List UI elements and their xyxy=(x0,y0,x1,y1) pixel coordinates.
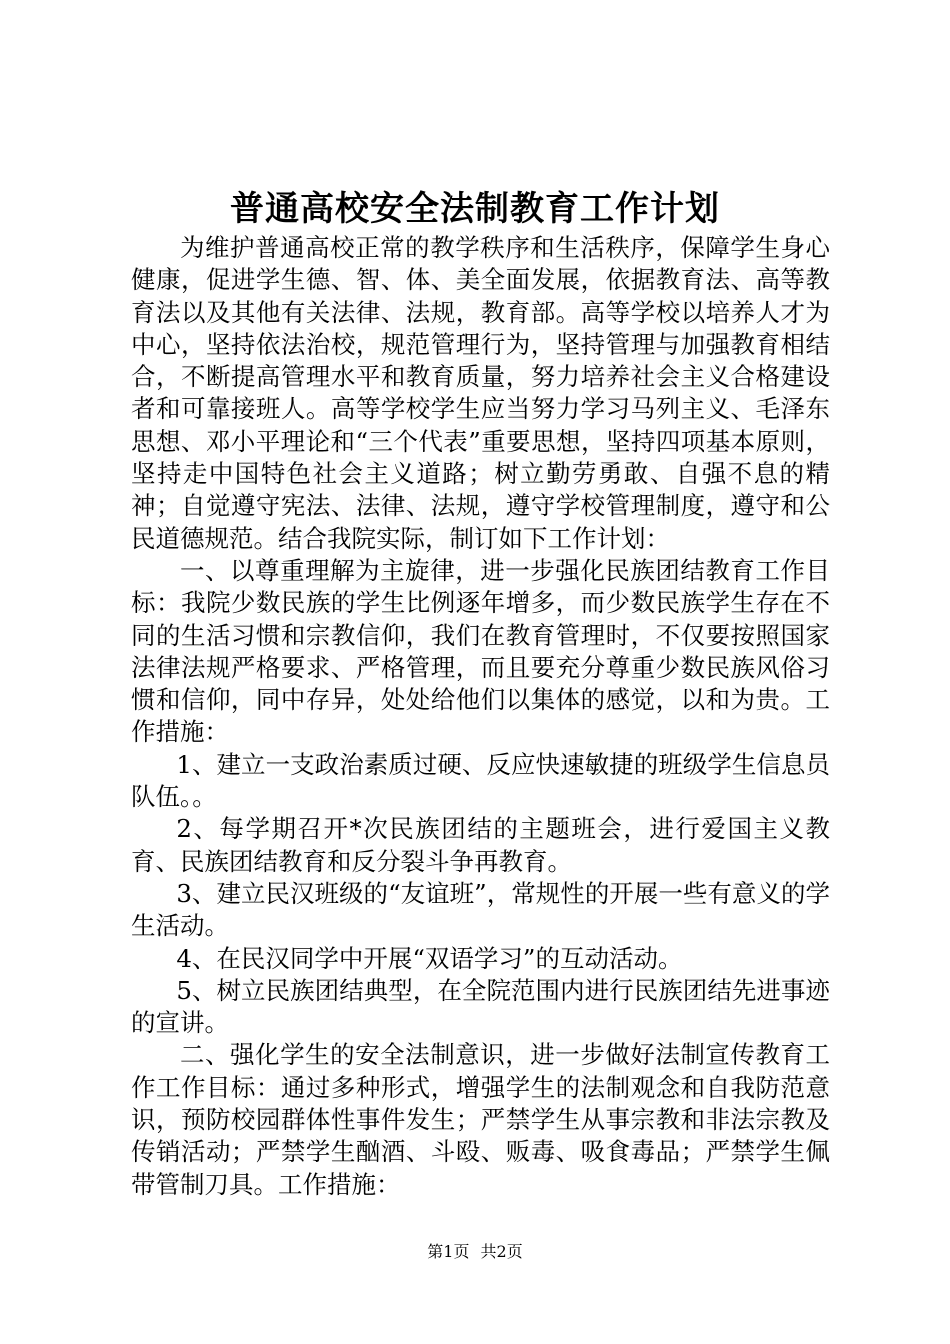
page-number: 第1页 xyxy=(427,1242,470,1261)
measure-item-1: 1、建立一支政治素质过硬、反应快速敏捷的班级学生信息员队伍。。 xyxy=(131,749,830,812)
page-footer xyxy=(0,1240,950,1264)
document-title: 普通高校安全法制教育工作计划 xyxy=(230,189,720,229)
page-total: 共2页 xyxy=(480,1242,523,1261)
measure-item-4: 4、在民汉同学中开展“双语学习”的互动活动。 xyxy=(176,943,683,973)
measure-item-2: 2、每学期召开*次民族团结的主题班会，进行爱国主义教育、民族团结教育和反分裂斗争再教育。 xyxy=(131,814,830,876)
section-one-paragraph: 一、以尊重理解为主旋律，进一步强化民族团结教育工作目标：我院少数民族的学生比例逐年增多，而少数民族学生存在不同的生活习惯和宗教信仰，我们在教育管理时，不仅要按照国家法律法规严格要求、严格管理，而且要充分尊重少数民族风俗习惯和信仰，同中存异，处处给他们以集体的感觉，以和为贵。工作措施： xyxy=(131,555,830,747)
intro-paragraph: 为维护普通高校正常的教学秩序和生活秩序，保障学生身心健康，促进学生德、智、体、美全面发展，依据教育法、高等教育法以及其他有关法律、法规，教育部。高等学校以培养人才为中心，坚持依法治校，规范管理行为，坚持管理与加强教育相结合，不断提高管理水平和教育质量，努力培养社会主义合格建设者和可靠接班人。高等学校学生应当努力学习马列主义、毛泽东思想、邓小平理论和“三个代表”重要思想，坚持四项基本原则，坚持走中国特色社会主义道路；树立勤劳勇敢、自强不息的精神；自觉遵守宪法、法律、法规，遵守学校管理制度，遵守和公民道德规范。结合我院实际，制订如下工作计划： xyxy=(131,233,830,553)
measure-item-3: 3、建立民汉班级的“友谊班”，常规性的开展一些有意义的学生活动。 xyxy=(131,878,830,941)
section-two-paragraph: 二、强化学生的安全法制意识，进一步做好法制宣传教育工作工作目标：通过多种形式，增强学生的法制观念和自我防范意识，预防校园群体性事件发生；严禁学生从事宗教和非法宗教及传销活动；严禁学生酗酒、斗殴、贩毒、吸食毒品；严禁学生佩带管制刀具。工作措施： xyxy=(131,1040,830,1199)
measure-item-5: 5、树立民族团结典型，在全院范围内进行民族团结先进事迹的宣讲。 xyxy=(131,975,830,1038)
document-body xyxy=(131,232,830,1201)
